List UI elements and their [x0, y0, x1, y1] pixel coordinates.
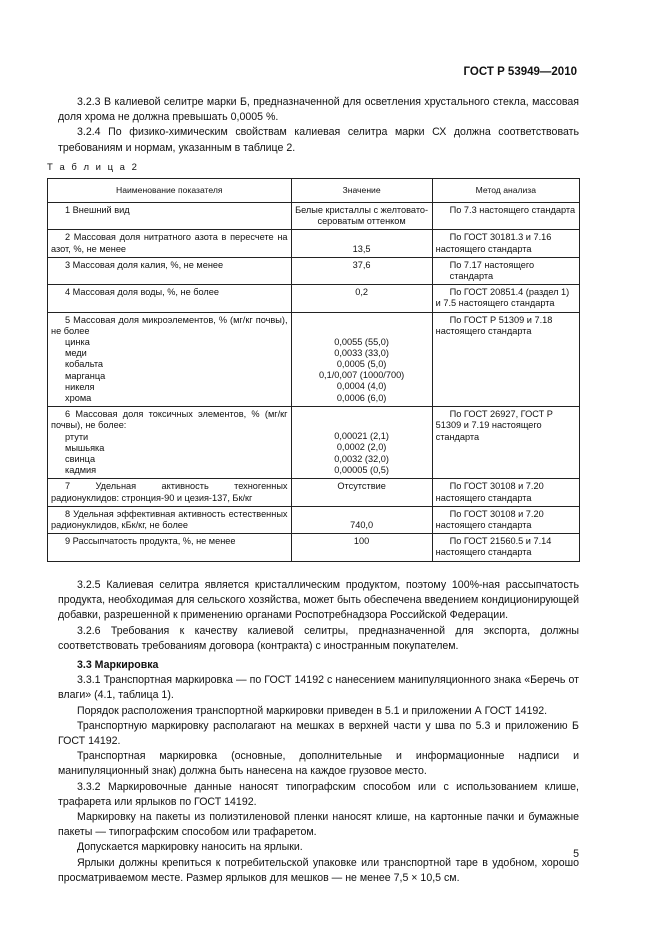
- paragraph-3-3-2: 3.3.2 Маркировочные данные наносят типографским способом или с использованием клише, трафарета или ярлыков по ГОСТ 14192.: [58, 780, 579, 808]
- row-name: 2 Массовая доля нитратного азота в пересчете на азот, %, не менее: [48, 230, 292, 257]
- paragraph-3-2-4: 3.2.4 По физико-химическим свойствам калиевая селитра марки СХ должна соответствовать требованиям и нормам, указанным в таблице 2.: [58, 126, 579, 154]
- table-row: [48, 285, 580, 312]
- paragraph-3-2-6: 3.2.6 Требования к качеству калиевой селитры, предназначенной для экспорта, должны соответствовать требованиям договора (контракта) с иностранным покупателем.: [58, 624, 579, 652]
- row-name: 9 Рассыпчатость продукта, %, не менее: [48, 534, 292, 561]
- sub-value: 0,00005 (0,5): [334, 464, 389, 475]
- row-method: По ГОСТ 21560.5 и 7.14 настоящего стандарта: [432, 534, 579, 561]
- sub-value: 0,00021 (2,1): [334, 431, 389, 442]
- row-value: Отсутствие: [291, 479, 432, 506]
- sub-value: 0,0055 (55,0): [334, 336, 389, 347]
- row-method: По ГОСТ 30108 и 7.20 настоящего стандарта: [432, 479, 579, 506]
- row-name: 8 Удельная эффективная активность естественных радионуклидов, кБк/кг, не более: [48, 506, 292, 533]
- sub-value: 0,0006 (6,0): [336, 392, 387, 403]
- sub-value: 0,0002 (2,0): [336, 442, 387, 453]
- header-indicator: Наименование показателя: [48, 179, 292, 203]
- sub-item: свинца: [65, 454, 96, 465]
- paragraph-text: Транспортная маркировка (основные, дополнительные и информационные надписи и манипуляционный знак) должна быть нанесена на каждое грузовое место.: [58, 750, 579, 778]
- table-row: [48, 506, 580, 533]
- paragraph-text: Транспортную маркировку располагают на мешках в верхней части у шва по 5.3 и приложению Б ГОСТ 14192.: [58, 719, 579, 748]
- requirements-table: [47, 178, 580, 562]
- row-method: По ГОСТ 26927, ГОСТ Р 51309 и 7.19 настоящего стандарта: [432, 407, 579, 479]
- row-name: 6 Массовая доля токсичных элементов, % (мг/кг почвы), не более: ртути мышьяка свинца кадмия: [48, 407, 292, 479]
- row-name: 7 Удельная активность техногенных радионуклидов: стронция-90 и цезия-137, Бк/кг: [48, 479, 292, 506]
- paragraph-3-3-1: 3.3.1 Транспортная маркировка — по ГОСТ 14192 с нанесением манипуляционного знака «Беречь от влаги» (4.1, таблица 1).: [58, 674, 579, 702]
- row-method: По 7.17 настоящего стандарта: [432, 257, 579, 284]
- table-row: [48, 479, 580, 506]
- sub-item: меди: [65, 348, 87, 359]
- table-row: [48, 312, 580, 407]
- row-name: 1 Внешний вид: [48, 203, 292, 230]
- row-method: По ГОСТ 20851.4 (раздел 1) и 7.5 настоящего стандарта: [432, 285, 579, 312]
- sub-item: кадмия: [65, 465, 97, 476]
- row-value: 100: [291, 534, 432, 561]
- paragraph-block-mid: [58, 578, 579, 886]
- standard-code: ГОСТ Р 53949—2010: [463, 66, 577, 78]
- table-header-row: [48, 179, 580, 203]
- page-number: 5: [573, 848, 579, 860]
- sub-value: 0,0004 (4,0): [336, 381, 387, 392]
- row-name: 4 Массовая доля воды, %, не более: [48, 285, 292, 312]
- section-heading: 3.3 Маркировка: [77, 659, 159, 672]
- row-method: По ГОСТ 30181.3 и 7.16 настоящего стандарта: [432, 230, 579, 257]
- row-name: 3 Массовая доля калия, %, не менее: [48, 257, 292, 284]
- row-value: 37,6: [291, 257, 432, 284]
- row-value: 13,5: [291, 230, 432, 257]
- sub-value: 0,1/0,007 (1000/700): [318, 370, 405, 381]
- table-row: [48, 203, 580, 230]
- sub-item: ртути: [65, 431, 89, 442]
- table-row: [48, 534, 580, 561]
- paragraph-3-2-5: 3.2.5 Калиевая селитра является кристаллическим продуктом, поэтому 100%-ная рассыпчатость продукта, необходимая для сельского хозяйства, может быть обеспечена введением кондиционирующей добавки, разрешенной к применению органами Роспотребнадзора Российской Федерации.: [58, 579, 579, 622]
- row-value: [291, 407, 432, 479]
- paragraph-block-top: [58, 95, 579, 156]
- paragraph-text: Маркировку на пакеты из полиэтиленовой пленки наносят клише, на картонные пачки и бумажные пакеты — типографским способом или трафаретом.: [58, 811, 579, 839]
- paragraph-text: Ярлыки должны крепиться к потребительской упаковке или транспортной таре в удобном, хорошо просматриваемом месте. Размер ярлыков для мешков — не менее 7,5 × 10,5 см.: [58, 856, 579, 884]
- sub-value: 0,0033 (33,0): [334, 347, 389, 358]
- paragraph-text: Порядок расположения транспортной маркировки приведен в 5.1 и приложении А ГОСТ 14192.: [77, 704, 548, 717]
- sub-item: кобальта: [65, 359, 104, 370]
- row-value: [291, 312, 432, 407]
- paragraph-text: Допускается маркировку наносить на ярлыки.: [77, 841, 303, 854]
- row-method: По ГОСТ 30108 и 7.20 настоящего стандарта: [432, 506, 579, 533]
- table-caption: Т а б л и ц а 2: [47, 162, 139, 173]
- sub-value: 0,0032 (32,0): [334, 453, 389, 464]
- sub-value: 0,0005 (5,0): [336, 359, 387, 370]
- row-value: Белые кристаллы с желтовато-сероватым оттенком: [291, 203, 432, 230]
- sub-item: цинка: [65, 337, 90, 348]
- sub-item: марганца: [65, 370, 106, 381]
- header-value: Значение: [291, 179, 432, 203]
- row-method: По 7.3 настоящего стандарта: [432, 203, 579, 230]
- table-row: [48, 230, 580, 257]
- sub-item: никеля: [65, 381, 95, 392]
- table-row: [48, 407, 580, 479]
- sub-item: хрома: [65, 393, 92, 404]
- row-value: 0,2: [291, 285, 432, 312]
- row-value: 740,0: [291, 506, 432, 533]
- row-name: 5 Массовая доля микроэлементов, % (мг/кг почвы), не более цинка меди кобальта марганца никеля хрома: [48, 312, 292, 407]
- sub-item: мышьяка: [65, 442, 105, 453]
- header-method: Метод анализа: [432, 179, 579, 203]
- table-row: [48, 257, 580, 284]
- paragraph-3-2-3: 3.2.3 В калиевой селитре марки Б, предназначенной для осветления хрустального стекла, массовая доля хрома не должна превышать 0,0005 %.: [58, 96, 579, 124]
- row-method: По ГОСТ Р 51309 и 7.18 настоящего стандарта: [432, 312, 579, 407]
